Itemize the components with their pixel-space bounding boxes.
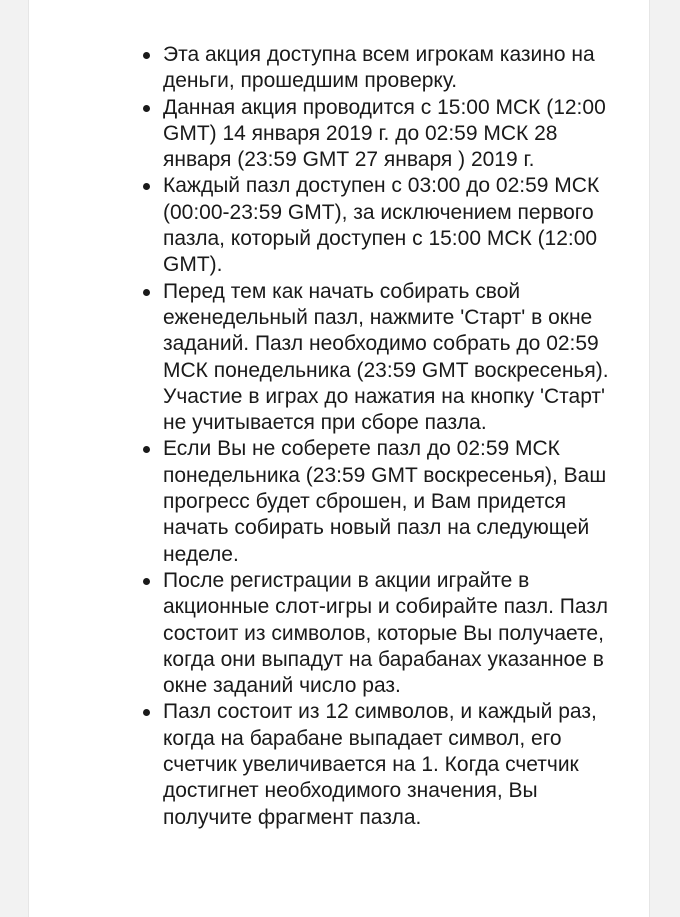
bullet-icon [143, 183, 150, 190]
bullet-icon [143, 105, 150, 112]
terms-list [29, 0, 649, 831]
list-item-text: Перед тем как начать собирать свой еженедельный пазл, нажмите 'Старт' в окне заданий. Пазл необходимо собрать до 02:59 МСК понедельника (23:59 GMT воскресенья). Участие в играх до нажатия на кнопку 'Старт' не учитывается при сборе пазла. [163, 279, 609, 435]
list-item [29, 42, 649, 95]
list-item-text: Данная акция проводится с 15:00 МСК (12:00 GMT) 14 января 2019 г. до 02:59 МСК 28 января (23:59 GMT 27 января ) 2019 г. [163, 95, 606, 172]
bullet-icon [143, 446, 150, 453]
bullet-icon [143, 709, 150, 716]
list-item-text: После регистрации в акции играйте в акционные слот-игры и собирайте пазл. Пазл состоит из символов, которые Вы получаете, когда они выпадут на барабанах указанное в окне заданий число раз. [163, 568, 608, 698]
promo-terms-page [28, 0, 650, 917]
list-item [29, 279, 649, 437]
bullet-icon [143, 289, 150, 296]
list-item [29, 568, 649, 699]
list-item [29, 173, 649, 278]
list-item-text: Пазл состоит из 12 символов, и каждый раз, когда на барабане выпадает символ, его счетчик увеличивается на 1. Когда счетчик достигнет необходимого значения, Вы получите фрагмент пазла. [163, 700, 597, 829]
list-item-text: Если Вы не соберете пазл до 02:59 МСК понедельника (23:59 GMT воскресенья), Ваш прогресс будет сброшен, и Вам придется начать собирать новый пазл на следующей неделе. [163, 437, 607, 566]
list-item-text: Каждый пазл доступен с 03:00 до 02:59 МСК (00:00-23:59 GMT), за исключением первого пазла, который доступен с 15:00 МСК (12:00 GMT). [163, 174, 600, 277]
bullet-icon [143, 52, 150, 59]
bullet-icon [143, 578, 150, 585]
list-item [29, 95, 649, 174]
list-item-text: Эта акция доступна всем игрокам казино на деньги, прошедшим проверку. [163, 43, 595, 93]
list-item [29, 436, 649, 567]
list-item [29, 699, 649, 830]
